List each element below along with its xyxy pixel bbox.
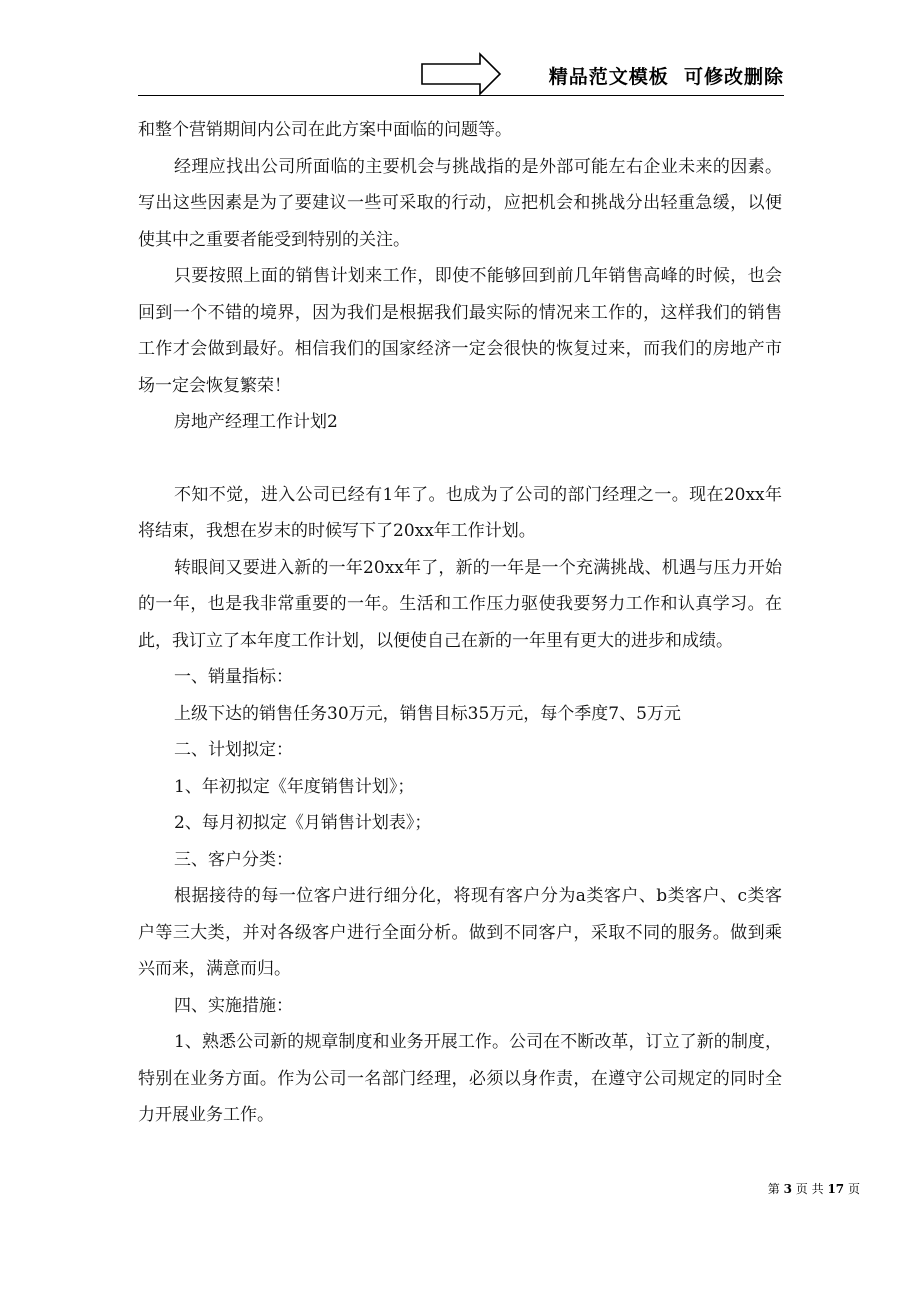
paragraph: 转眼间又要进入新的一年20xx年了，新的一年是一个充满挑战、机遇与压力开始的一年，也是我非常重要的一年。生活和工作压力驱使我要努力工作和认真学习。在此，我订立了本年度工作计划，以便使自己在新的一年里有更大的进步和成绩。: [138, 557, 782, 651]
paragraph: 经理应找出公司所面临的主要机会与挑战指的是外部可能左右企业未来的因素。写出这些因素是为了要建议一些可采取的行动，应把机会和挑战分出轻重急缓，以便使其中之重要者能受到特别的关注。: [138, 156, 782, 250]
paragraph: 和整个营销期间内公司在此方案中面临的问题等。: [138, 120, 512, 140]
page-suffix: 页: [847, 1182, 860, 1196]
header-title: 精品范文模板 可修改删除: [548, 66, 784, 88]
list-heading: 四、实施措施：: [174, 995, 293, 1016]
header-divider: [138, 95, 784, 96]
paragraph: 只要按照上面的销售计划来工作，即使不能够回到前几年销售高峰的时候，也会回到一个不错的境界，因为我们是根据我们最实际的情况来工作的，这样我们的销售工作才会做到最好。相信我们的国家经济一定会很快的恢复过来，而我们的房地产市场一定会恢复繁荣！: [138, 266, 782, 396]
list-heading: 二、计划拟定：: [174, 740, 293, 760]
total-pages: 17: [827, 1182, 845, 1196]
paragraph: 根据接待的每一位客户进行细分化，将现有客户分为a类客户、b类客户、c类客户等三大类，并对各级客户进行全面分析。做到不同客户，采取不同的服务。做到乘兴而来，满意而归。: [138, 886, 782, 979]
blank-line: [138, 441, 782, 477]
paragraph: 1、熟悉公司新的规章制度和业务开展工作。公司在不断改革，订立了新的制度，特别在业务方面。作为公司一名部门经理，必须以身作责，在遵守公司规定的同时全力开展业务工作。: [138, 1032, 782, 1125]
document-body: [138, 112, 782, 1134]
arrow-right-icon: [420, 52, 502, 96]
list-heading: 三、客户分类：: [174, 849, 293, 870]
list-item: 2、每月初拟定《月销售计划表》；: [174, 813, 432, 833]
page-middle: 页 共: [795, 1182, 824, 1196]
list-item: 1、年初拟定《年度销售计划》；: [174, 776, 415, 797]
paragraph: 上级下达的销售任务30万元，销售目标35万元，每个季度7、5万元: [174, 703, 681, 724]
page-prefix: 第: [767, 1182, 780, 1196]
page-header: [138, 48, 784, 98]
page-number: [768, 1180, 860, 1197]
section-title: 房地产经理工作计划2: [174, 412, 338, 432]
list-heading: 一、销量指标：: [174, 667, 293, 687]
paragraph: 不知不觉，进入公司已经有1年了。也成为了公司的部门经理之一。现在20xx年将结束，我想在岁末的时候写下了20xx年工作计划。: [138, 484, 782, 541]
current-page: 3: [783, 1182, 792, 1196]
